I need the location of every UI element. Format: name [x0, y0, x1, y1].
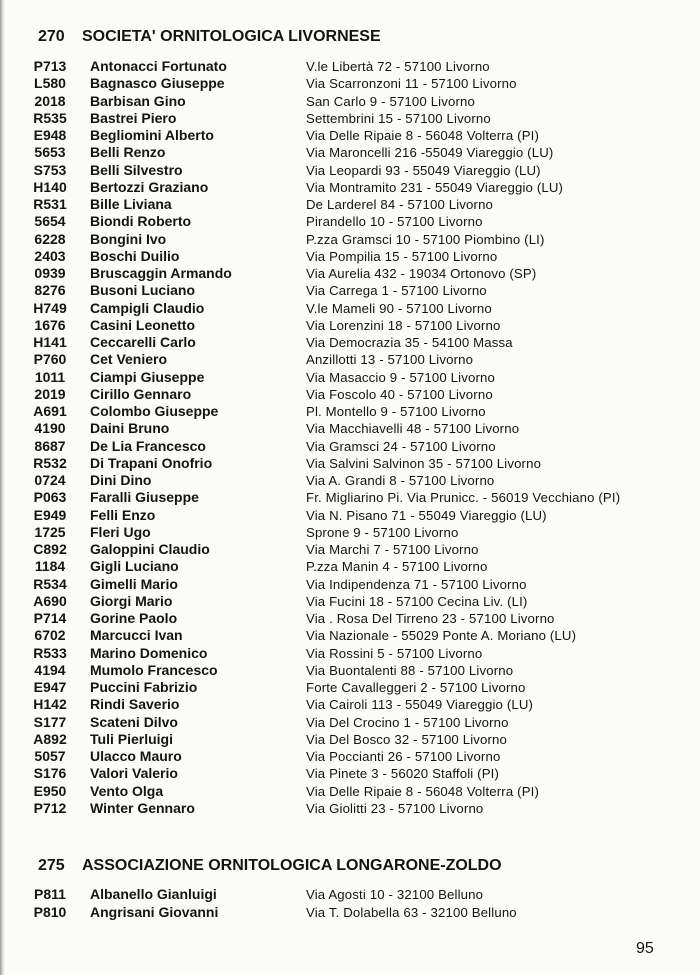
member-code: 1011: [34, 368, 66, 385]
member-code: R532: [33, 454, 67, 471]
member-row: [0, 662, 700, 679]
member-code: R534: [33, 575, 67, 592]
member-name: Winter Gennaro: [90, 799, 195, 816]
member-code: H749: [33, 299, 67, 316]
member-address: Sprone 9 - 57100 Livorno: [306, 524, 459, 540]
member-row: [0, 610, 700, 627]
member-name: Daini Bruno: [90, 420, 170, 437]
member-code: 8687: [34, 437, 66, 454]
member-code: 0724: [34, 472, 66, 488]
member-name: Albanello Gianluigi: [90, 886, 217, 902]
member-address: Via Carrega 1 - 57100 Livorno: [306, 283, 487, 299]
member-row: [0, 472, 700, 489]
member-name: Campigli Claudio: [90, 299, 205, 316]
member-code: 8276: [34, 282, 66, 299]
member-code: A691: [33, 403, 67, 419]
member-code: E948: [33, 127, 67, 143]
member-address: Via Agosti 10 - 32100 Belluno: [306, 887, 484, 902]
member-row: [0, 748, 700, 765]
member-address: Via Indipendenza 71 - 57100 Livorno: [306, 576, 527, 592]
member-code: P063: [33, 489, 67, 506]
member-row: [0, 110, 700, 127]
member-code: E950: [33, 782, 67, 799]
member-code: S176: [33, 765, 67, 782]
member-row: [0, 75, 700, 92]
member-name: De Lia Francesco: [90, 437, 206, 454]
member-address: Via Buontalenti 88 - 57100 Livorno: [306, 662, 514, 678]
member-name: Puccini Fabrizio: [90, 679, 198, 695]
member-address: Anzillotti 13 - 57100 Livorno: [306, 352, 474, 368]
member-address: Fr. Migliarino Pi. Via Prunicc. - 56019 Vecchiano (PI): [306, 490, 621, 506]
member-code: 4194: [34, 661, 66, 678]
member-address: Forte Cavalleggeri 2 - 57100 Livorno: [306, 680, 526, 695]
member-code: 5654: [34, 213, 66, 230]
member-name: Gorine Paolo: [90, 610, 178, 626]
member-row: [0, 558, 700, 575]
member-name: Belli Silvestro: [90, 161, 183, 178]
member-name: Galoppini Claudio: [90, 541, 210, 557]
member-code: 6228: [34, 230, 66, 247]
member-code: H141: [33, 334, 67, 350]
member-row: [0, 334, 700, 351]
member-address: Via Giolitti 23 - 57100 Livorno: [306, 800, 484, 816]
member-row: [0, 714, 700, 731]
member-row: [0, 317, 700, 334]
member-code: R533: [33, 644, 67, 661]
section-number: 270: [38, 28, 65, 45]
member-code: 6702: [34, 627, 66, 644]
member-name: Gigli Luciano: [90, 558, 179, 575]
member-name: Bongini Ivo: [90, 230, 167, 247]
member-address: De Larderel 84 - 57100 Livorno: [306, 197, 494, 212]
member-code: S753: [33, 161, 67, 178]
member-address: P.zza Gramsci 10 - 57100 Piombino (LI): [306, 231, 545, 247]
member-row: [0, 196, 700, 213]
member-name: Ceccarelli Carlo: [90, 334, 196, 350]
member-name: Marino Domenico: [90, 644, 208, 661]
member-code: C892: [33, 541, 67, 557]
member-name: Fleri Ugo: [90, 523, 151, 540]
member-row: [0, 369, 700, 386]
member-code: L580: [34, 75, 66, 92]
member-name: Rindi Saverio: [90, 696, 180, 713]
member-code: H140: [33, 178, 67, 195]
member-code: E949: [33, 506, 67, 523]
member-code: A892: [33, 730, 67, 747]
member-address: Via Cairoli 113 - 55049 Viareggio (LU): [306, 697, 534, 713]
member-code: 1725: [34, 523, 66, 540]
member-row: [0, 886, 700, 903]
member-name: Scateni Dilvo: [90, 713, 178, 730]
member-row: [0, 507, 700, 524]
member-name: Bertozzi Graziano: [90, 178, 209, 195]
member-row: [0, 420, 700, 437]
member-code: A690: [33, 592, 67, 609]
member-code: R531: [33, 196, 67, 212]
member-name: Cirillo Gennaro: [90, 385, 192, 402]
member-address: Via Pompilia 15 - 57100 Livorno: [306, 248, 498, 264]
member-row: [0, 386, 700, 403]
member-row: [0, 144, 700, 161]
member-code: 1676: [34, 316, 66, 333]
member-name: Dini Dino: [90, 472, 152, 488]
member-name: Marcucci Ivan: [90, 627, 183, 644]
member-code: P714: [33, 610, 67, 626]
member-name: Angrisani Giovanni: [90, 903, 219, 920]
member-name: Bille Liviana: [90, 196, 172, 212]
member-row: [0, 162, 700, 179]
member-row: [0, 403, 700, 420]
member-row: [0, 783, 700, 800]
member-address: Via Fucini 18 - 57100 Cecina Liv. (LI): [306, 593, 528, 609]
member-row: [0, 696, 700, 713]
member-row: [0, 576, 700, 593]
member-code: H142: [33, 696, 67, 713]
member-row: [0, 800, 700, 817]
member-address: Via Masaccio 9 - 57100 Livorno: [306, 369, 495, 385]
member-address: Via Foscolo 40 - 57100 Livorno: [306, 386, 493, 402]
member-address: Via Nazionale - 55029 Ponte A. Moriano (LU): [306, 628, 577, 644]
member-address: Via N. Pisano 71 - 55049 Viareggio (LU): [306, 507, 547, 523]
member-row: [0, 231, 700, 248]
member-code: E947: [33, 679, 67, 695]
member-address: Via Scarronzoni 11 - 57100 Livorno: [306, 76, 517, 92]
section-title: ASSOCIAZIONE ORNITOLOGICA LONGARONE-ZOLDO: [82, 857, 502, 874]
member-address: Via Rossini 5 - 57100 Livorno: [306, 645, 483, 661]
member-name: Bruscaggin Armando: [90, 265, 232, 281]
member-row: [0, 300, 700, 317]
member-row: [0, 58, 700, 75]
member-row: [0, 679, 700, 696]
member-address: Settembrini 15 - 57100 Livorno: [306, 110, 491, 126]
member-code: P713: [33, 58, 67, 74]
member-address: Via Maroncelli 216 -55049 Viareggio (LU): [306, 145, 554, 161]
member-address: Via Pinete 3 - 56020 Staffoli (PI): [306, 766, 500, 782]
member-name: Bagnasco Giuseppe: [90, 75, 225, 92]
member-row: [0, 627, 700, 644]
member-address: Via Poccianti 26 - 57100 Livorno: [306, 749, 501, 764]
member-name: Ulacco Mauro: [90, 748, 182, 764]
member-code: 2018: [34, 92, 66, 109]
member-name: Cet Veniero: [90, 351, 168, 368]
member-address: Via Del Crocino 1 - 57100 Livorno: [306, 714, 509, 730]
member-name: Begliomini Alberto: [90, 127, 214, 143]
member-name: Boschi Duilio: [90, 247, 180, 264]
member-address: Via Del Bosco 32 - 57100 Livorno: [306, 731, 508, 747]
member-code: P811: [34, 886, 66, 902]
member-address: Pl. Montello 9 - 57100 Livorno: [306, 404, 486, 419]
member-row: [0, 265, 700, 282]
member-code: 4190: [34, 420, 66, 437]
member-address: Via Macchiavelli 48 - 57100 Livorno: [306, 421, 520, 437]
member-row: [0, 127, 700, 144]
section-title: SOCIETA' ORNITOLOGICA LIVORNESE: [82, 28, 381, 45]
member-address: Via A. Grandi 8 - 57100 Livorno: [306, 473, 495, 488]
member-name: Valori Valerio: [90, 765, 178, 782]
member-address: Via Gramsci 24 - 57100 Livorno: [306, 438, 496, 454]
member-address: V.le Libertà 72 - 57100 Livorno: [306, 59, 490, 74]
member-code: P760: [33, 351, 67, 368]
member-code: 2019: [34, 385, 66, 402]
member-code: S177: [33, 713, 67, 730]
member-row: [0, 455, 700, 472]
section-heading: [38, 26, 381, 48]
member-name: Mumolo Francesco: [90, 661, 218, 678]
member-name: Belli Renzo: [90, 144, 166, 161]
member-row: [0, 489, 700, 506]
member-address: Via Democrazia 35 - 54100 Massa: [306, 335, 513, 350]
member-address: V.le Mameli 90 - 57100 Livorno: [306, 300, 492, 316]
member-address: Via Marchi 7 - 57100 Livorno: [306, 542, 479, 557]
member-name: Faralli Giuseppe: [90, 489, 199, 506]
member-address: Pirandello 10 - 57100 Livorno: [306, 214, 483, 230]
member-name: Gimelli Mario: [90, 575, 178, 592]
member-address: Via Lorenzini 18 - 57100 Livorno: [306, 317, 501, 333]
member-name: Barbisan Gino: [90, 92, 186, 109]
member-code: 5653: [34, 144, 66, 161]
member-address: Via Aurelia 432 - 19034 Ortonovo (SP): [306, 266, 537, 281]
member-name: Tuli Pierluigi: [90, 730, 173, 747]
member-code: R535: [33, 109, 67, 126]
member-name: Felli Enzo: [90, 506, 156, 523]
section-number: 275: [38, 857, 65, 874]
member-name: Di Trapani Onofrio: [90, 454, 213, 471]
page-number: 95: [636, 940, 654, 957]
member-code: 5057: [34, 748, 66, 764]
member-row: [0, 438, 700, 455]
member-name: Busoni Luciano: [90, 282, 195, 299]
member-row: [0, 593, 700, 610]
member-name: Biondi Roberto: [90, 213, 192, 230]
member-row: [0, 904, 700, 921]
member-name: Casini Leonetto: [90, 316, 196, 333]
member-address: Via Salvini Salvinon 35 - 57100 Livorno: [306, 455, 542, 471]
member-row: [0, 93, 700, 110]
member-row: [0, 541, 700, 558]
member-address: Via Leopardi 93 - 55049 Viareggio (LU): [306, 162, 541, 178]
member-address: Via T. Dolabella 63 - 32100 Belluno: [306, 904, 517, 920]
member-row: [0, 351, 700, 368]
member-code: P712: [33, 799, 67, 816]
member-address: Via . Rosa Del Tirreno 23 - 57100 Livorno: [306, 611, 555, 626]
member-row: [0, 282, 700, 299]
member-name: Ciampi Giuseppe: [90, 368, 205, 385]
member-row: [0, 731, 700, 748]
member-address: San Carlo 9 - 57100 Livorno: [306, 93, 475, 109]
section-heading: [38, 855, 502, 877]
member-address: Via Montramito 231 - 55049 Viareggio (LU): [306, 179, 564, 195]
member-code: 1184: [34, 558, 66, 575]
member-row: [0, 179, 700, 196]
member-name: Vento Olga: [90, 782, 164, 799]
member-code: P810: [33, 903, 67, 920]
member-name: Colombo Giuseppe: [90, 403, 219, 419]
member-address: Via Delle Ripaie 8 - 56048 Volterra (PI): [306, 128, 539, 143]
member-row: [0, 765, 700, 782]
member-row: [0, 645, 700, 662]
member-name: Antonacci Fortunato: [90, 58, 227, 74]
member-name: Giorgi Mario: [90, 592, 173, 609]
member-address: Via Delle Ripaie 8 - 56048 Volterra (PI): [306, 783, 539, 799]
member-code: 2403: [34, 247, 66, 264]
member-name: Bastrei Piero: [90, 109, 177, 126]
member-row: [0, 213, 700, 230]
member-code: 0939: [34, 265, 66, 281]
member-address: P.zza Manin 4 - 57100 Livorno: [306, 559, 488, 575]
member-row: [0, 248, 700, 265]
member-row: [0, 524, 700, 541]
